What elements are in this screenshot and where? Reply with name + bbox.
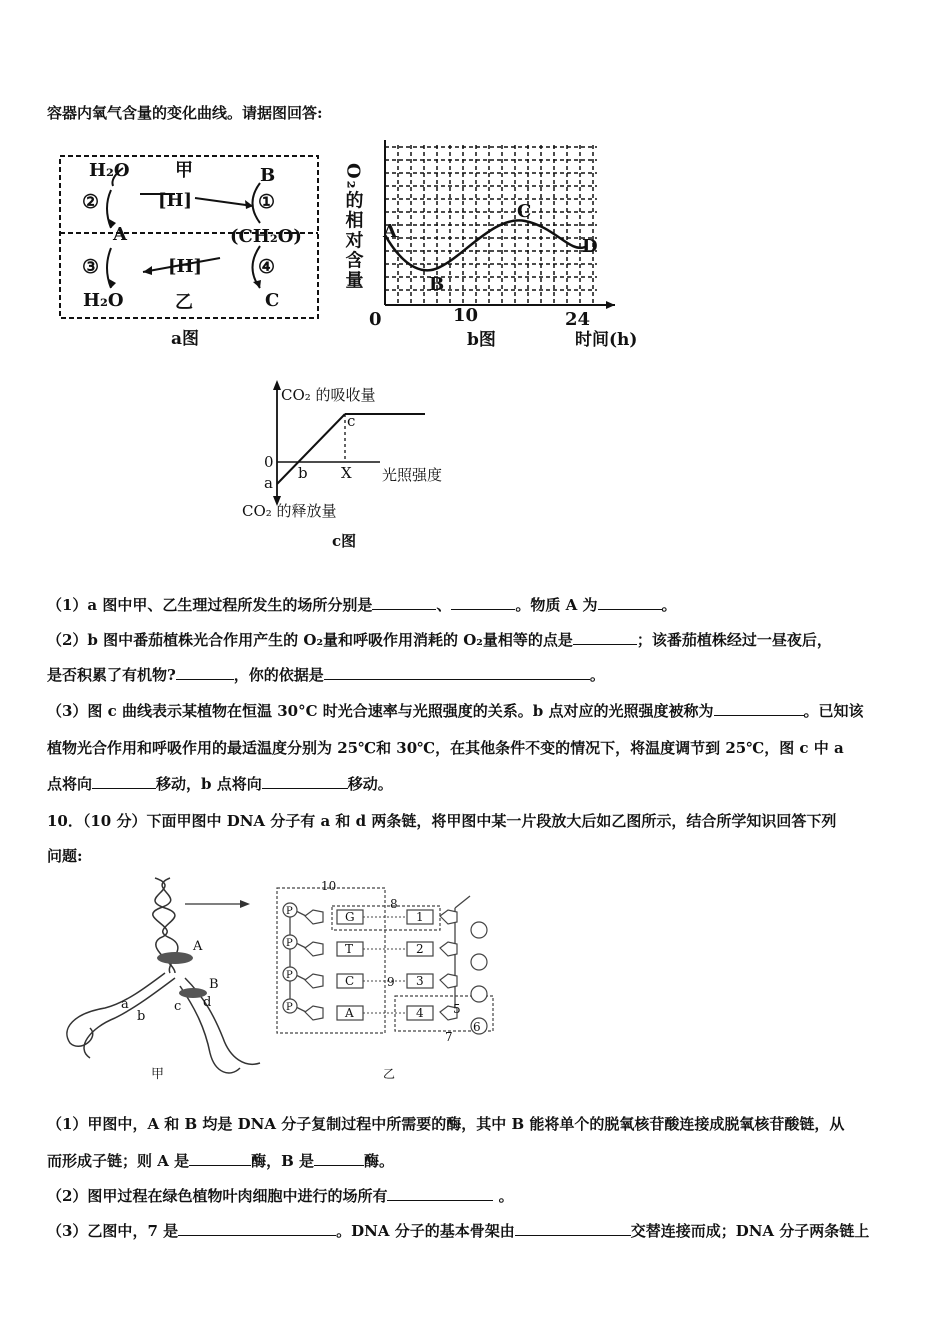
q10-line1: （1）甲图中，A 和 B 均是 DNA 分子复制过程中所需要的酶，其中 B 能将单个的脱氧核苷酸连接成脱氧核苷酸链，从 xyxy=(47,1115,845,1133)
dna-label-5: 5 xyxy=(453,1002,461,1016)
figure-dna-yi xyxy=(275,878,500,1088)
dna-caption-jia: 甲 xyxy=(151,1067,165,1082)
base-right-label: 1 xyxy=(416,910,424,924)
q10-line3: （2）图甲过程在绿色植物叶肉细胞中进行的场所有 。 xyxy=(47,1187,514,1205)
dna-label-b-enzyme: B xyxy=(209,977,219,992)
deoxyribose-sugar xyxy=(305,1006,323,1020)
deoxyribose-sugar-right xyxy=(440,942,457,956)
dna-caption-yi: 乙 xyxy=(383,1067,396,1081)
b-xlabel: 时间(h) xyxy=(575,330,638,350)
figure-b xyxy=(342,135,660,355)
a-c1: ① xyxy=(258,191,276,213)
b-tick24: 24 xyxy=(565,309,591,330)
a-b: B xyxy=(260,165,276,186)
phosphate-circle-right xyxy=(471,986,487,1002)
b-caption: b图 xyxy=(467,330,496,350)
dna-label-b-strand: b xyxy=(137,1009,146,1024)
q9-line3: 是否积累了有机物? ，你的依据是 。 xyxy=(47,666,605,684)
dna-label-9: 9 xyxy=(387,975,395,989)
b-point-d: D xyxy=(582,236,598,257)
a-ch2o: (CH₂O) xyxy=(230,226,302,247)
c-zero: 0 xyxy=(264,453,274,471)
phosphate-label: P xyxy=(286,906,293,917)
a-c4: ④ xyxy=(258,256,276,278)
q9-line4: （3）图 c 曲线表示某植物在恒温 30°C 时光合速率与光照强度的关系。b 点对应的光照强度被称为 。已知该 xyxy=(47,702,864,720)
b-point-b: B xyxy=(429,274,445,295)
q10-head2: 问题: xyxy=(47,847,83,865)
a-h2o-bottom: H₂O xyxy=(83,290,124,311)
deoxyribose-sugar xyxy=(305,974,323,988)
q10-line2: 而形成子链；则 A 是 酶，B 是 酶。 xyxy=(47,1152,395,1170)
figure-a xyxy=(55,148,325,358)
c-caption: c图 xyxy=(332,532,357,550)
base-right-label: 3 xyxy=(416,974,424,988)
dna-label-6: 6 xyxy=(473,1020,481,1034)
c-point-b: b xyxy=(298,464,308,482)
a-h1: [H] xyxy=(158,190,193,211)
a-h2o-top: H₂O xyxy=(89,160,130,181)
deoxyribose-sugar-right xyxy=(440,974,457,988)
dna-label-a-enzyme: A xyxy=(193,939,203,954)
dna-label-8: 8 xyxy=(390,897,398,911)
a-c: C xyxy=(265,290,280,311)
a-c2: ② xyxy=(82,191,100,213)
dna-label-d-strand: d xyxy=(203,995,212,1010)
phosphate-label: P xyxy=(286,938,293,949)
figure-c xyxy=(240,378,480,556)
base-right-label: 2 xyxy=(416,942,424,956)
q10-head: 10．（10 分）下面甲图中 DNA 分子有 a 和 d 两条链，将甲图中某一片段放大后如乙图所示，结合所学知识回答下列 xyxy=(47,812,837,830)
phosphate-circle-right xyxy=(471,922,487,938)
b-origin: 0 xyxy=(369,309,382,330)
b-point-c: C xyxy=(517,201,532,222)
deoxyribose-sugar xyxy=(305,942,323,956)
dna-label-10: 10 xyxy=(321,879,337,893)
q9-line5: 植物光合作用和呼吸作用的最适温度分别为 25℃和 30℃，在其他条件不变的情况下，将温度调节到 25℃，图 c 中 a xyxy=(47,739,844,757)
phosphate-label: P xyxy=(286,1002,293,1013)
base-left-label: T xyxy=(345,942,354,956)
base-left-label: G xyxy=(345,910,355,924)
b-tick10: 10 xyxy=(453,305,479,326)
intro-text: 容器内氧气含量的变化曲线。请据图回答: xyxy=(47,104,323,122)
q9-line1: （1）a 图中甲、乙生理过程所发生的场所分别是 、 。物质 A 为 。 xyxy=(47,596,677,614)
base-left-label: A xyxy=(345,1006,354,1020)
a-yi: 乙 xyxy=(175,292,193,313)
base-right-label: 4 xyxy=(416,1006,424,1020)
c-point-x: X xyxy=(341,464,352,482)
deoxyribose-sugar xyxy=(305,910,323,924)
a-c3: ③ xyxy=(82,256,100,278)
base-left-label: C xyxy=(345,974,355,988)
dna-label-c-strand: c xyxy=(174,999,182,1014)
q9-line6: 点将向 移动，b 点将向 移动。 xyxy=(47,775,393,793)
c-point-c: c xyxy=(347,412,356,430)
c-ybottom: CO₂ 的释放量 xyxy=(242,502,337,520)
b-ylabel: O₂的相对含量 xyxy=(342,163,364,291)
a-a: A xyxy=(113,224,127,245)
phosphate-circle-right xyxy=(471,954,487,970)
b-point-a: A xyxy=(383,221,397,242)
c-xlabel: 光照强度 xyxy=(382,466,443,484)
dna-label-7: 7 xyxy=(445,1030,453,1044)
deoxyribose-sugar-right xyxy=(440,910,457,924)
figure-dna-jia xyxy=(45,868,275,1088)
q10-line4: （3）乙图中，7 是 。DNA 分子的基本骨架由 交替连接而成；DNA 分子两条链上 xyxy=(47,1222,870,1240)
phosphate-label: P xyxy=(286,970,293,981)
c-ytop: CO₂ 的吸收量 xyxy=(281,386,376,404)
c-point-a: a xyxy=(264,474,273,492)
dna-label-a-strand: a xyxy=(121,997,129,1012)
a-h2: [H] xyxy=(168,256,203,277)
a-caption: a图 xyxy=(171,329,200,349)
q9-line2: （2）b 图中番茄植株光合作用产生的 O₂量和呼吸作用消耗的 O₂量相等的点是 ；该番茄植株经过一昼夜后， xyxy=(47,631,832,649)
a-jia: 甲 xyxy=(175,160,193,181)
